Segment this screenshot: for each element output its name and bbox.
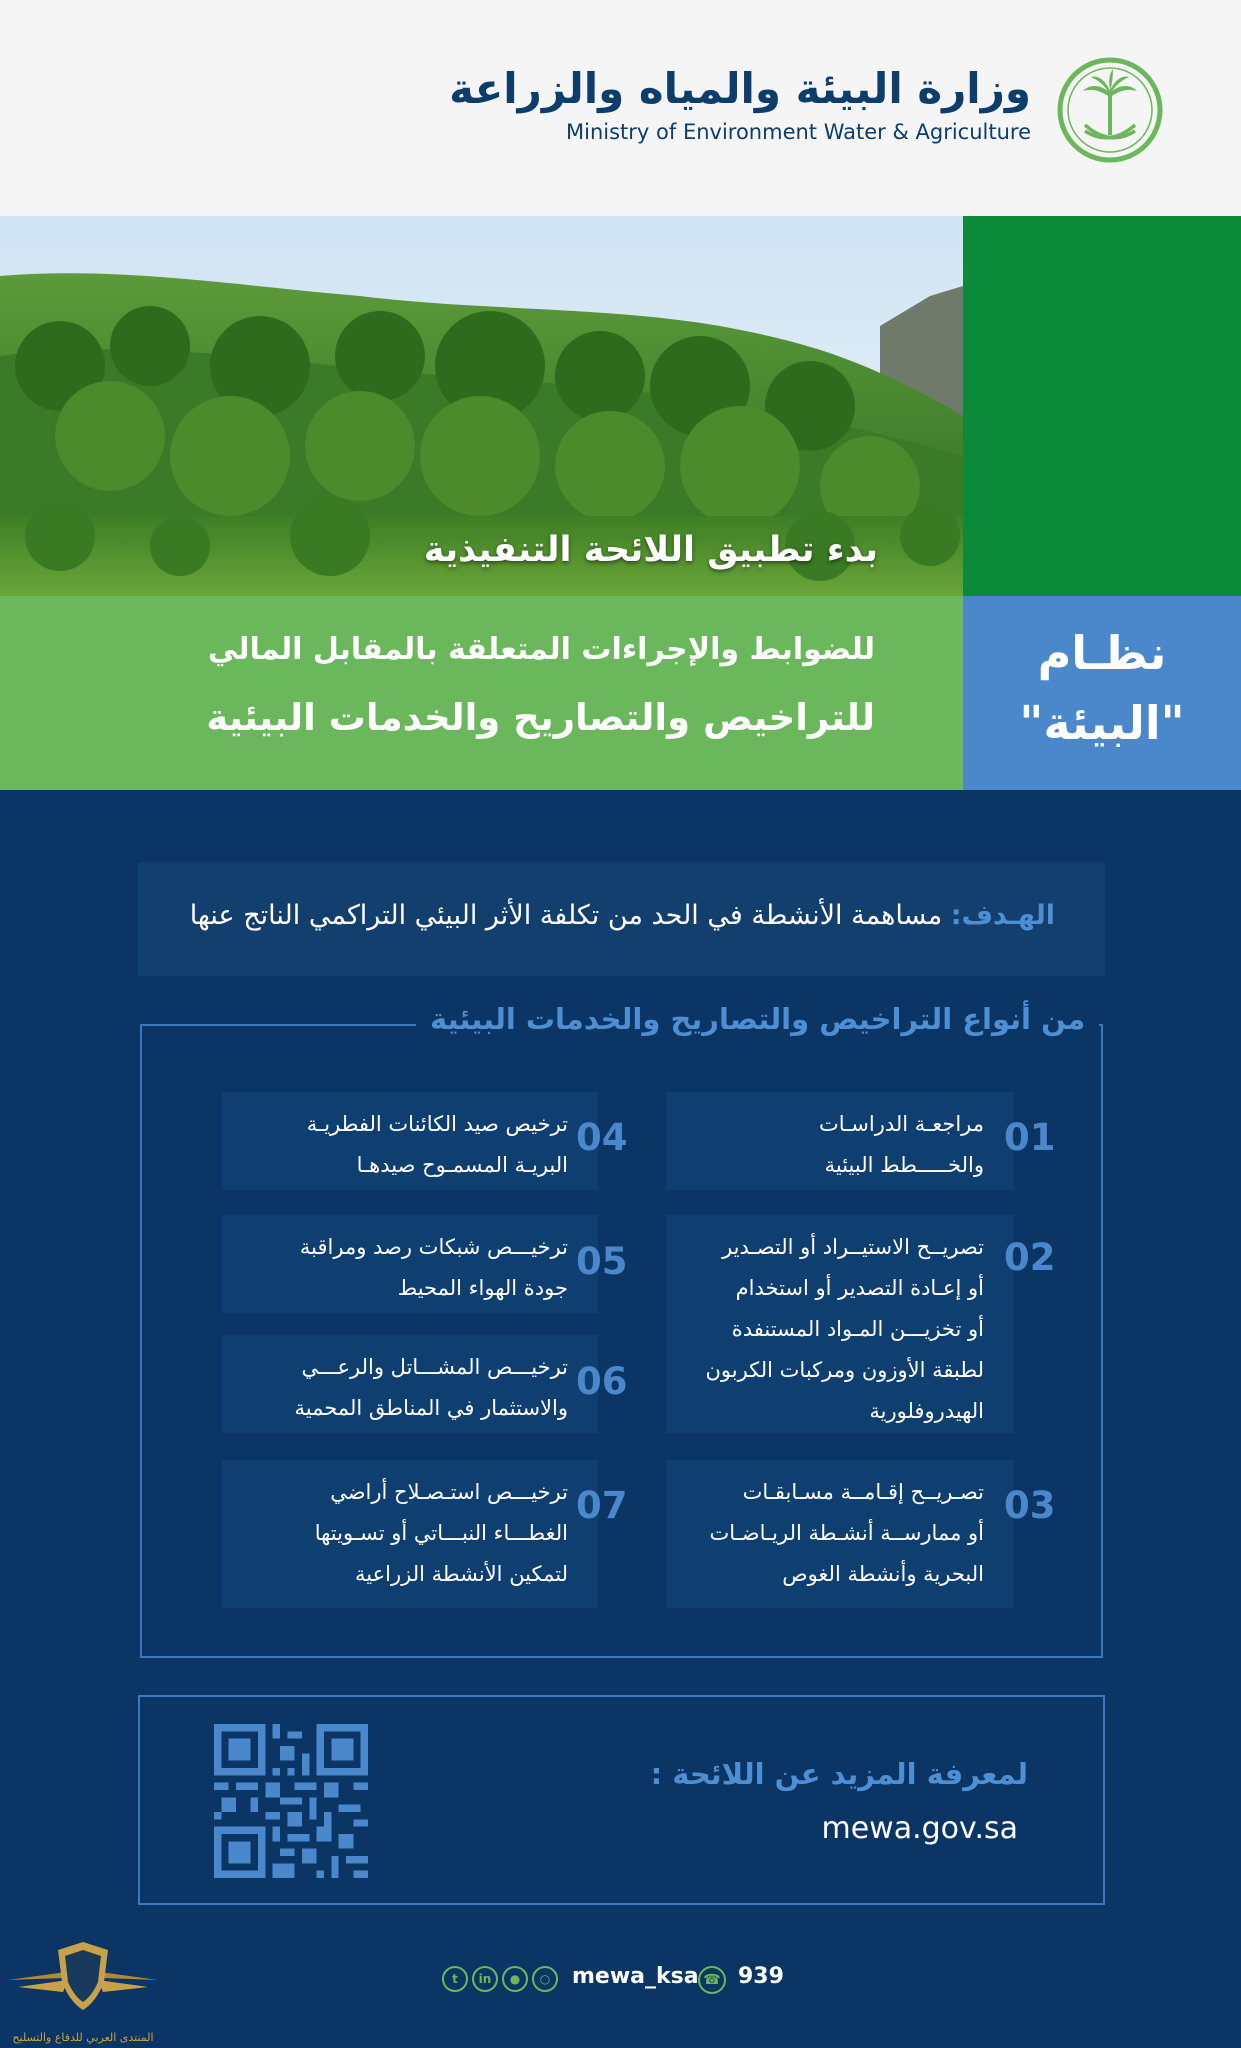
license-item-text: ترخيص صيد الكائنات الفطريـة البريـة المسمـوح صيدهـا xyxy=(306,1112,568,1177)
phone-number[interactable]: 939 xyxy=(738,1964,784,1989)
license-item-02 xyxy=(666,1215,1014,1433)
linkedin-icon[interactable]: in xyxy=(472,1966,498,1992)
instagram-icon[interactable]: ○ xyxy=(532,1966,558,1992)
ministry-name-english: Ministry of Environment Water & Agriculture xyxy=(566,120,1031,144)
license-item-03 xyxy=(666,1460,1014,1608)
license-item-number: 01 xyxy=(1004,1116,1056,1159)
system-label-line-2: "البيئة" xyxy=(1019,696,1185,750)
website-link[interactable]: mewa.gov.sa xyxy=(821,1811,1018,1846)
more-info-label: لمعرفة المزيد عن اللائحة : xyxy=(650,1757,1028,1791)
qr-code-icon[interactable] xyxy=(214,1724,368,1878)
header xyxy=(0,0,1241,216)
license-item-01 xyxy=(666,1092,1014,1190)
license-item-text: تصـريــح إقـامــة مسـابقـات أو ممارســة أنشـطة الريـاضـات البحرية وأنشطة الغوص xyxy=(709,1480,984,1586)
license-item-number: 07 xyxy=(576,1484,628,1527)
license-item-06 xyxy=(222,1335,598,1433)
license-item-number: 03 xyxy=(1004,1484,1056,1527)
more-info-box xyxy=(138,1695,1105,1905)
license-item-number: 06 xyxy=(576,1360,628,1403)
goal-statement xyxy=(190,900,1055,931)
license-types-title: من أنواع التراخيص والتصاريح والخدمات البيئية xyxy=(416,1002,1099,1036)
system-label-line-1: نظـام xyxy=(1037,626,1167,680)
license-item-text: ترخيـــص استـصـلاح أراضي الغطـــاء النبـــاتي أو تسـويتها لتمكين الأنشطة الزراعية xyxy=(314,1480,568,1586)
social-handle[interactable]: mewa_ksa xyxy=(572,1964,699,1989)
license-item-07 xyxy=(222,1460,598,1608)
twitter-icon[interactable]: t xyxy=(442,1966,468,1992)
ministry-name-arabic: وزارة البيئة والمياه والزراعة xyxy=(449,64,1031,113)
license-item-number: 04 xyxy=(576,1116,628,1159)
goal-box xyxy=(138,862,1105,976)
green-accent-block xyxy=(963,216,1241,596)
license-item-text: تصريــح الاستيــراد أو التصـدير أو إعـادة التصدير أو استخدام أو تخزيـــن المـواد المستنفدة لطبقة الأوزون ومركبات الكربون الهيدروفلورية xyxy=(705,1235,984,1423)
ministry-emblem-icon xyxy=(1055,55,1165,165)
goal-label: الهـدف: xyxy=(950,900,1055,931)
watermark-text: المنتدى العربي للدفاع والتسليح xyxy=(12,2031,154,2044)
license-item-text: ترخيـــص المشـــاتل والرعـــي والاستثمار في المناطق المحمية xyxy=(294,1355,568,1420)
license-item-05 xyxy=(222,1215,598,1313)
banner-line-1: للضوابط والإجراءات المتعلقة بالمقابل المالي xyxy=(207,632,875,667)
system-label-box xyxy=(963,596,1241,790)
footer xyxy=(0,1960,1241,2000)
snapchat-icon[interactable]: ● xyxy=(502,1966,528,1992)
forum-watermark xyxy=(8,1932,158,2048)
license-item-text: مراجعـة الدراسـات والخـــــطط البيئية xyxy=(818,1112,984,1177)
license-item-number: 02 xyxy=(1004,1236,1056,1279)
photo-caption: بدء تطبيق اللائحة التنفيذية xyxy=(423,530,878,570)
license-item-text: ترخيـــص شبكات رصد ومراقبة جودة الهواء المحيط xyxy=(299,1235,568,1300)
title-banner xyxy=(0,596,963,790)
goal-text: مساهمة الأنشطة في الحد من تكلفة الأثر البيئي التراكمي الناتج عنها xyxy=(189,900,943,931)
license-item-04 xyxy=(222,1092,598,1190)
landscape-photo xyxy=(0,216,963,596)
phone-icon: ☎ xyxy=(698,1966,726,1994)
shield-wings-icon xyxy=(8,1932,158,2022)
license-item-number: 05 xyxy=(576,1240,628,1283)
banner-line-2: للتراخيص والتصاريح والخدمات البيئية xyxy=(206,696,875,739)
